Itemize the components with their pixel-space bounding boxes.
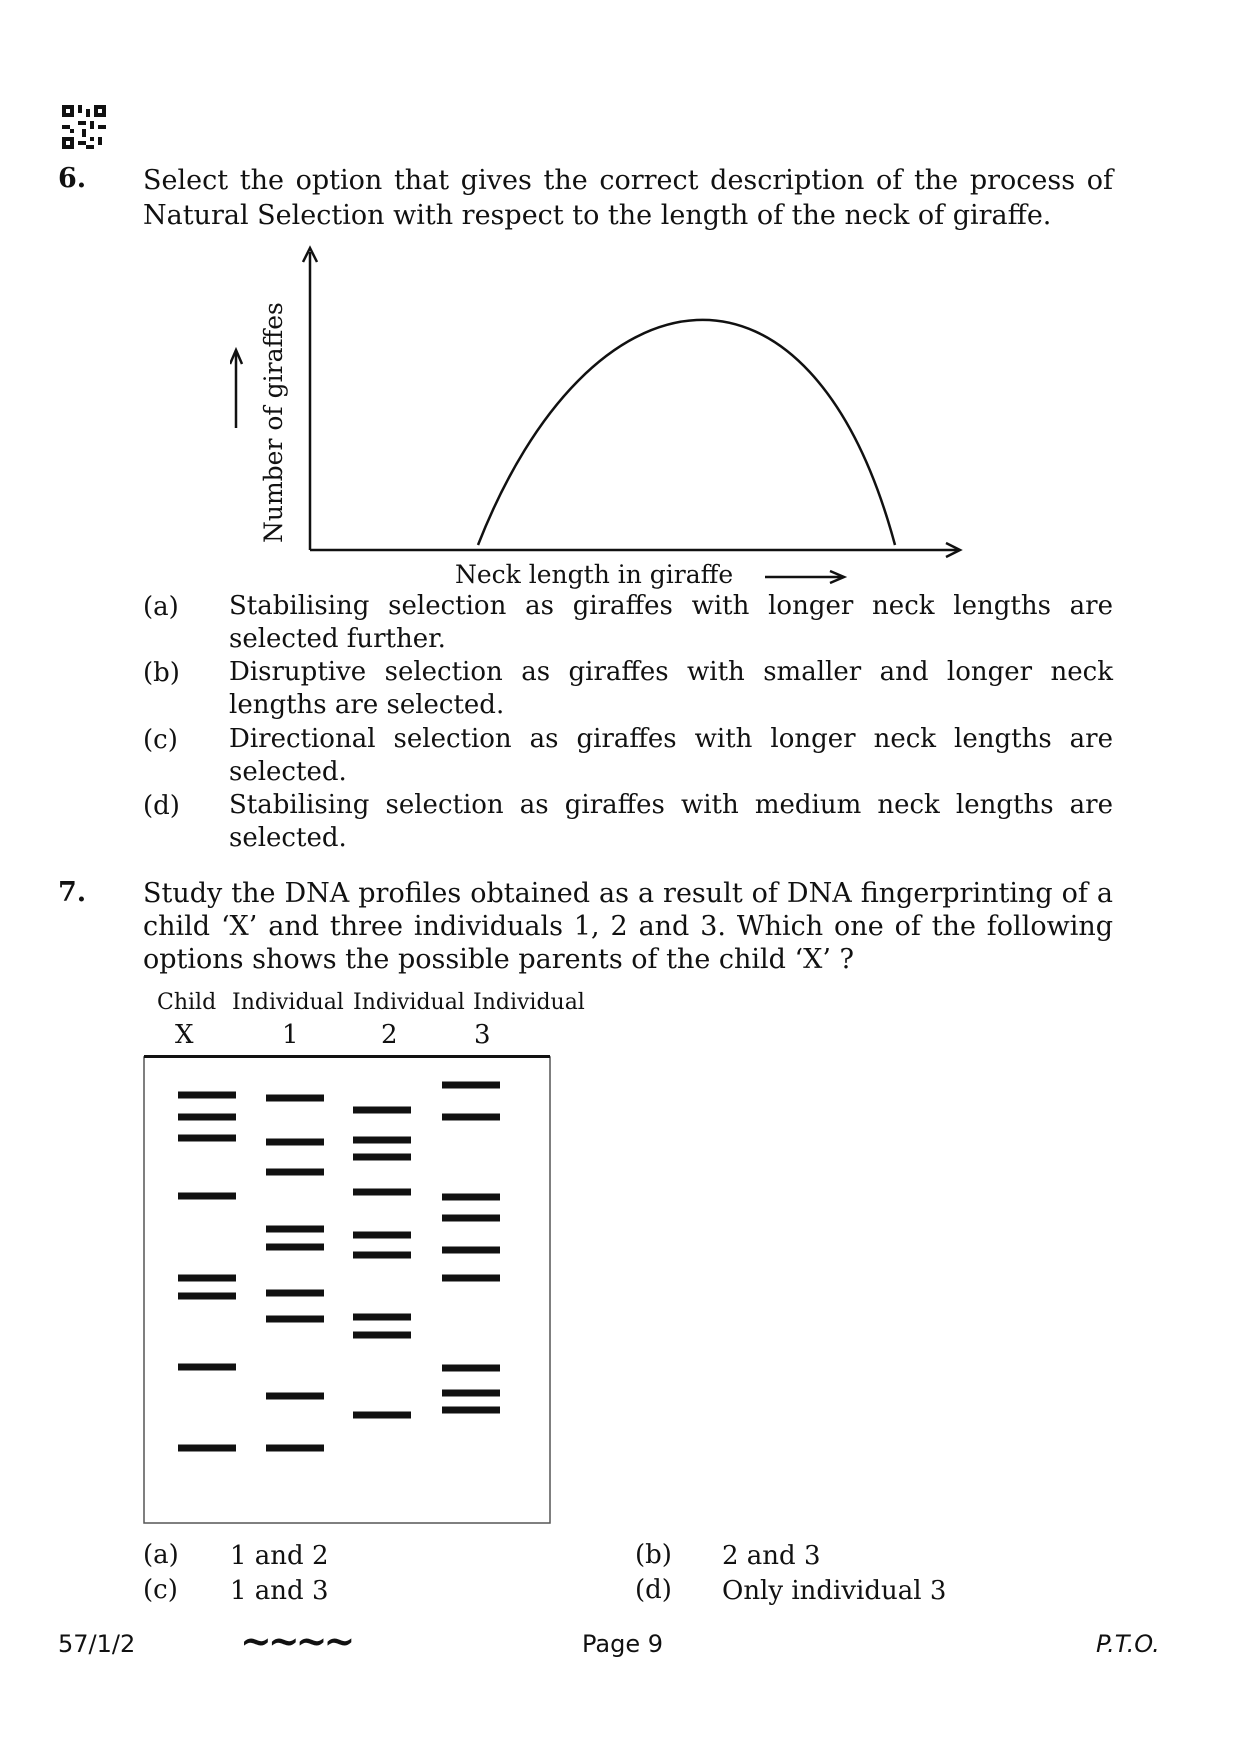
lane-x-id: X: [175, 1020, 194, 1050]
dna-band-lane-1-8: [266, 1393, 324, 1400]
q6-option-d-text: Stabilising selection as giraffes with medium neck lengths are selected.: [229, 790, 1113, 853]
x-axis-label: Neck length in giraffe: [455, 560, 734, 589]
dna-band-lane-3-5: [442, 1247, 500, 1254]
question-6-text: Select the option that gives the correct description of the process of Natural Selection with respect to the length of the neck of giraffe.: [143, 165, 1113, 231]
q7-option-a-text: 1 and 2: [230, 1541, 329, 1571]
dna-band-lane-x-1: [178, 1092, 236, 1099]
dna-band-lane-2-7: [353, 1314, 411, 1321]
dna-band-lane-x-6: [178, 1293, 236, 1300]
dna-band-lane-2-9: [353, 1412, 411, 1419]
dna-band-lane-1-2: [266, 1139, 324, 1146]
dna-band-lane-x-7: [178, 1364, 236, 1371]
dna-band-lane-3-2: [442, 1114, 500, 1121]
lane-1-title: Individual: [232, 990, 344, 1015]
q6-option-a-label: (a): [143, 592, 179, 622]
dna-band-lane-2-8: [353, 1332, 411, 1339]
dna-band-lane-x-3: [178, 1135, 236, 1142]
x-axis: [310, 543, 960, 557]
dna-band-lane-1-4: [266, 1226, 324, 1233]
dna-band-lane-3-3: [442, 1194, 500, 1201]
dna-band-lane-2-2: [353, 1137, 411, 1144]
dna-band-lane-3-8: [442, 1390, 500, 1397]
question-6-number: 6.: [58, 163, 87, 194]
dna-band-lane-1-5: [266, 1244, 324, 1251]
paper-code: 57/1/2: [58, 1630, 136, 1658]
selection-graph: [230, 240, 970, 600]
q7-option-b-label: (b): [635, 1540, 672, 1570]
q7-option-a-label: (a): [143, 1540, 179, 1570]
lane-3-id: 3: [474, 1020, 491, 1050]
wave-ornament: ~~~~: [240, 1618, 352, 1663]
lane-2-title: Individual: [353, 990, 465, 1015]
dna-band-lane-3-9: [442, 1407, 500, 1414]
question-7-number: 7.: [58, 877, 87, 908]
y-axis-label: Number of giraffes: [259, 302, 288, 543]
question-7-text: Study the DNA profiles obtained as a result of DNA fingerprinting of a child ‘X’ and three individuals 1, 2 and 3. Which one of the following options shows the possible parents of the child ‘X’ ?: [143, 878, 1113, 975]
dna-band-lane-2-3: [353, 1154, 411, 1161]
dna-band-lane-x-5: [178, 1275, 236, 1282]
lane-3-title: Individual: [473, 990, 585, 1015]
dna-band-lane-2-6: [353, 1252, 411, 1259]
dna-band-lane-3-1: [442, 1082, 500, 1089]
q6-option-b-label: (b): [143, 658, 180, 688]
lane-2-id: 2: [381, 1020, 398, 1050]
distribution-curve: [478, 320, 895, 545]
q7-option-d-text: Only individual 3: [722, 1576, 947, 1606]
lane-x-title: Child: [157, 990, 217, 1015]
dna-band-lane-1-9: [266, 1445, 324, 1452]
dna-band-lane-2-4: [353, 1189, 411, 1196]
q7-option-c-label: (c): [143, 1575, 178, 1605]
q6-option-a-text: Stabilising selection as giraffes with longer neck lengths are selected further.: [229, 591, 1113, 654]
page-number: Page 9: [582, 1630, 663, 1658]
dna-band-lane-3-7: [442, 1365, 500, 1372]
q7-option-d-label: (d): [635, 1575, 672, 1605]
y-axis: [303, 248, 317, 550]
qr-code-icon: [62, 105, 106, 149]
dna-band-lane-x-4: [178, 1193, 236, 1200]
q6-option-c-label: (c): [143, 725, 178, 755]
dna-band-lane-x-8: [178, 1445, 236, 1452]
q7-option-c-text: 1 and 3: [230, 1576, 329, 1606]
dna-fingerprint-gel: [143, 1055, 553, 1530]
dna-band-lane-1-7: [266, 1316, 324, 1323]
q7-option-b-text: 2 and 3: [722, 1541, 821, 1571]
q6-option-c-text: Directional selection as giraffes with longer neck lengths are selected.: [229, 724, 1113, 787]
dna-band-lane-1-1: [266, 1095, 324, 1102]
dna-band-lane-x-2: [178, 1114, 236, 1121]
dna-band-lane-3-6: [442, 1275, 500, 1282]
dna-band-lane-2-5: [353, 1232, 411, 1239]
lane-1-id: 1: [282, 1020, 299, 1050]
x-axis-arrow: [765, 571, 844, 583]
dna-lane-headers: [145, 990, 595, 1060]
dna-band-lane-2-1: [353, 1107, 411, 1114]
q6-option-b-text: Disruptive selection as giraffes with smaller and longer neck lengths are selected.: [229, 657, 1113, 720]
please-turn-over: P.T.O.: [1096, 1630, 1160, 1658]
dna-band-lane-3-4: [442, 1215, 500, 1222]
q6-option-d-label: (d): [143, 791, 180, 821]
y-axis-arrow: [230, 350, 242, 428]
dna-band-lane-1-6: [266, 1290, 324, 1297]
dna-band-lane-1-3: [266, 1169, 324, 1176]
